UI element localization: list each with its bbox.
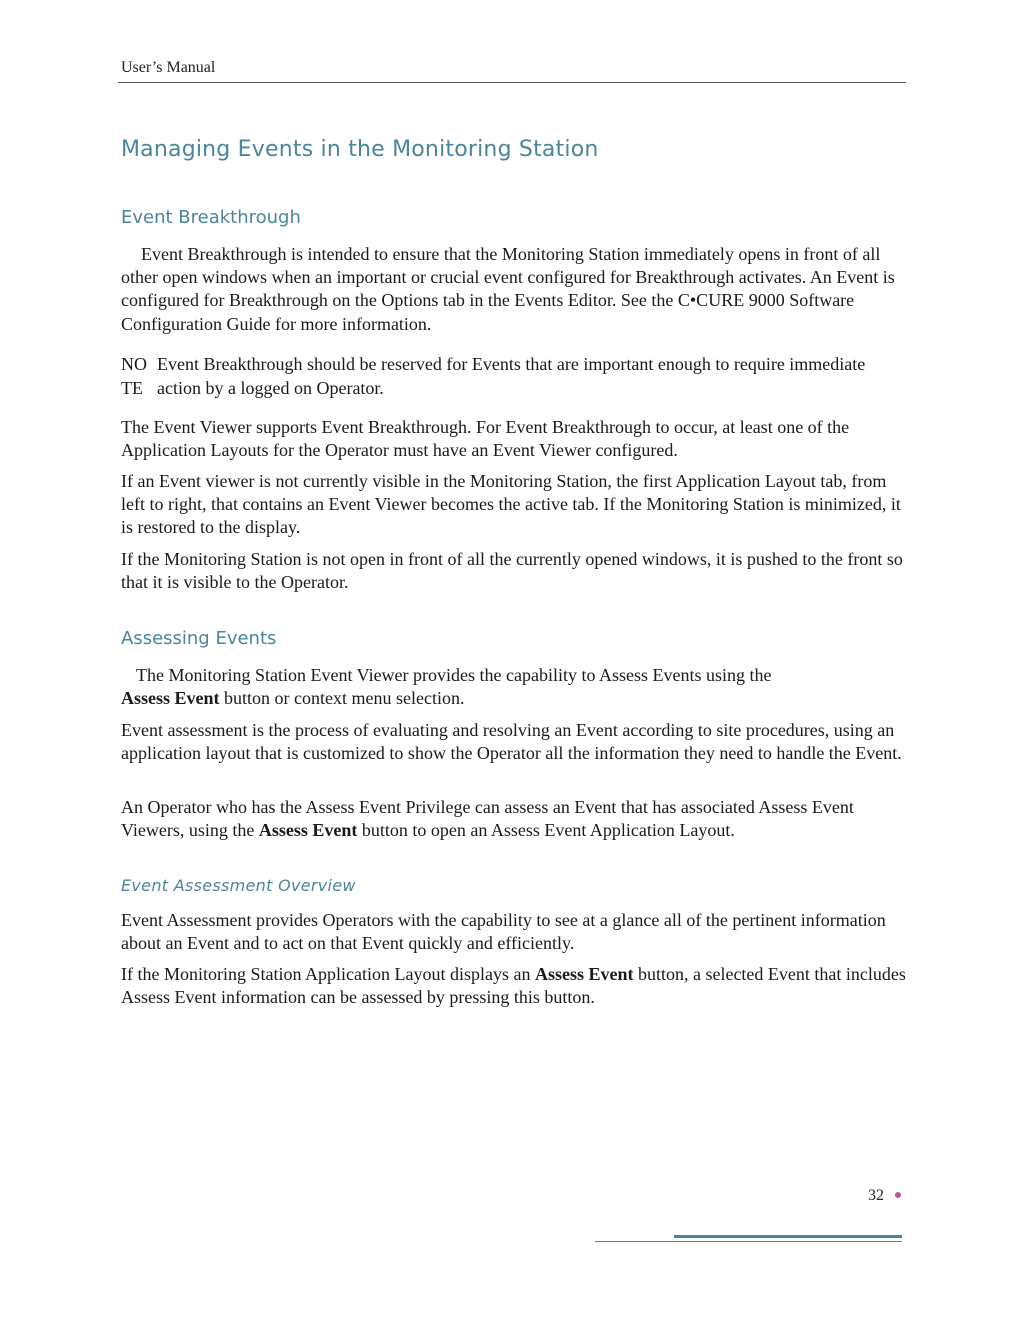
note-text: Event Breakthrough should be reserved for Events that are important enough to require immediate action by a logged on Operator. [157,354,866,398]
heading-event-assessment-overview: Event Assessment Overview [121,876,356,895]
page-dot-icon [895,1192,901,1198]
note-label-line-1: NO [121,354,147,374]
assess-event-term: Assess Event [534,964,634,984]
assessing-intro-tail: button or context menu selection. [219,688,465,709]
paragraph-assess-privilege [121,796,911,842]
running-header: User’s Manual [121,59,216,76]
header-rule [118,82,906,83]
footer-bar [674,1235,902,1238]
assess-privilege-tail: button to open an Assess Event Application Layout. [357,820,735,841]
paragraph-breakthrough-front: If the Monitoring Station is not open in front of all the currently opened windows, it is pushed to the front so that it is visible to the Operator. [121,549,903,593]
assess-event-term: Assess Event [121,688,220,709]
paragraph-overview-capability: Event Assessment provides Operators with the capability to see at a glance all of the pertinent information about an Event and to act on that Event quickly and efficiently. [121,910,886,954]
heading-assessing-events: Assessing Events [121,628,277,649]
paragraph-breakthrough-support: The Event Viewer supports Event Breakthrough. For Event Breakthrough to occur, at least one of the Application Layouts for the Operator must have an Event Viewer configured. [121,417,850,461]
footer-line [595,1241,902,1242]
paragraph-overview-button [121,963,911,1009]
overview-button-tail: button, a selected Event that includes Assess Event information can be assessed by pressing this button. [121,964,906,1008]
section-title: Managing Events in the Monitoring Station [121,137,599,162]
overview-button-text: If the Monitoring Station Application Layout displays an [121,964,535,984]
paragraph-breakthrough-visibility: If an Event viewer is not currently visible in the Monitoring Station, the first Application Layout tab, from left to right, that contains an Event Viewer becomes the active tab. If the Monitoring Station is minimized, it is restored to the display. [121,471,901,538]
heading-event-breakthrough: Event Breakthrough [121,207,301,228]
assess-event-term: Assess Event [258,820,358,841]
paragraph-assessing-intro [121,664,911,710]
note-label-line-2: TE [121,378,143,398]
paragraph-breakthrough-intro: Event Breakthrough is intended to ensure that the Monitoring Station immediately opens in front of all other open windows when an important or crucial event configured for Breakthrough activates. An Event is configured for Breakthrough on the Options tab in the Events Editor. See the C•CURE 9000 Software Configuration Guide for more information. [121,244,895,334]
page-number: 32 [868,1187,884,1204]
assess-privilege-text: An Operator who has the Assess Event Privilege can assess an Event that has associated Assess Event Viewers, using the [121,797,854,841]
note-label [121,352,155,400]
assessing-intro-text: The Monitoring Station Event Viewer provides the capability to Assess Events using the [136,665,772,685]
paragraph-assessment-definition: Event assessment is the process of evaluating and resolving an Event according to site procedures, using an application layout that is customized to show the Operator all the information they need to handle the Event. [121,720,902,764]
